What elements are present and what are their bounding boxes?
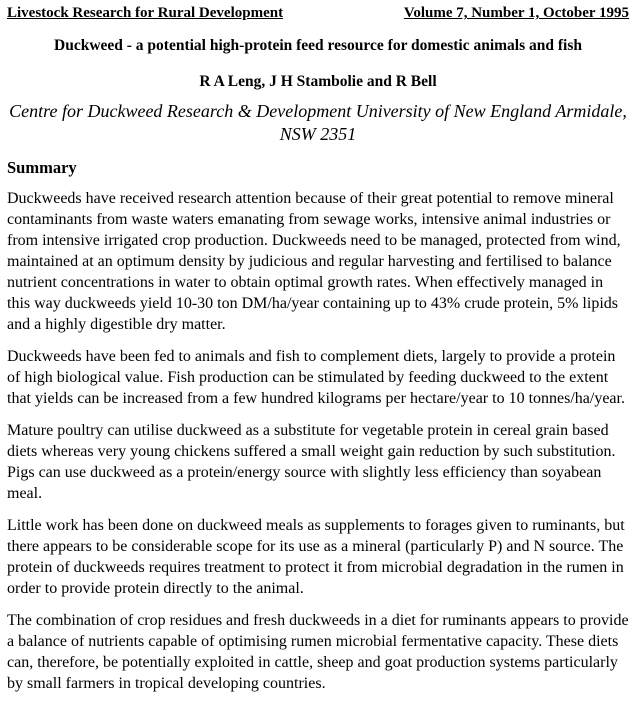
summary-paragraph-4: Little work has been done on duckweed meals as supplements to forages given to ruminants, but there appears to be considerable scope for its use as a mineral (particularly P) and N source. The protein of duckweeds requires treatment to protect it from microbial degradation in the rumen in order to provide protein directly to the animal. — [7, 517, 625, 597]
masthead — [7, 4, 629, 23]
article-affiliation: Centre for Duckweed Research & Development University of New England Armidale, NSW 2351 — [9, 101, 627, 144]
issue-link[interactable]: Volume 7, Number 1, October 1995 — [403, 5, 629, 21]
summary-paragraph-3: Mature poultry can utilise duckweed as a substitute for vegetable protein in cereal grain based diets whereas very young chickens suffered a small weight gain reduction by such substitution. Pigs can use duckweed as a protein/energy source with slightly less efficiency than soyabean meal. — [7, 422, 616, 502]
journal-title-link[interactable]: Livestock Research for Rural Development — [7, 5, 284, 21]
article-authors: R A Leng, J H Stambolie and R Bell — [199, 73, 437, 90]
summary-paragraph-2: Duckweeds have been fed to animals and fish to complement diets, largely to provide a protein of high biological value. Fish production can be stimulated by feeding duckweed to the extent that yields can be increased from a few hundred kilograms per hectare/year to 10 tonnes/ha/year. — [7, 348, 625, 407]
summary-heading: Summary — [7, 158, 77, 177]
article-title: Duckweed - a potential high-protein feed resource for domestic animals and fish — [54, 37, 582, 54]
summary-paragraph-5: The combination of crop residues and fresh duckweeds in a diet for ruminants appears to provide a balance of nutrients capable of optimising rumen microbial fermentative capacity. These diets can, therefore, be potentially exploited in cattle, sheep and goat production systems particularly by small farmers in tropical developing countries. — [7, 612, 629, 692]
summary-paragraph-1: Duckweeds have received research attention because of their great potential to remove mineral contaminants from waste waters emanating from sewage works, intensive animal industries or from intensive irrigated crop production. Duckweeds need to be managed, protected from wind, maintained at an optimum density by judicious and regular harvesting and fertilised to balance nutrient concentrations in water to obtain optimal growth rates. When effectively managed in this way duckweeds yield 10-30 ton DM/ha/year containing up to 43% crude protein, 5% lipids and a highly digestible dry matter. — [7, 190, 621, 333]
